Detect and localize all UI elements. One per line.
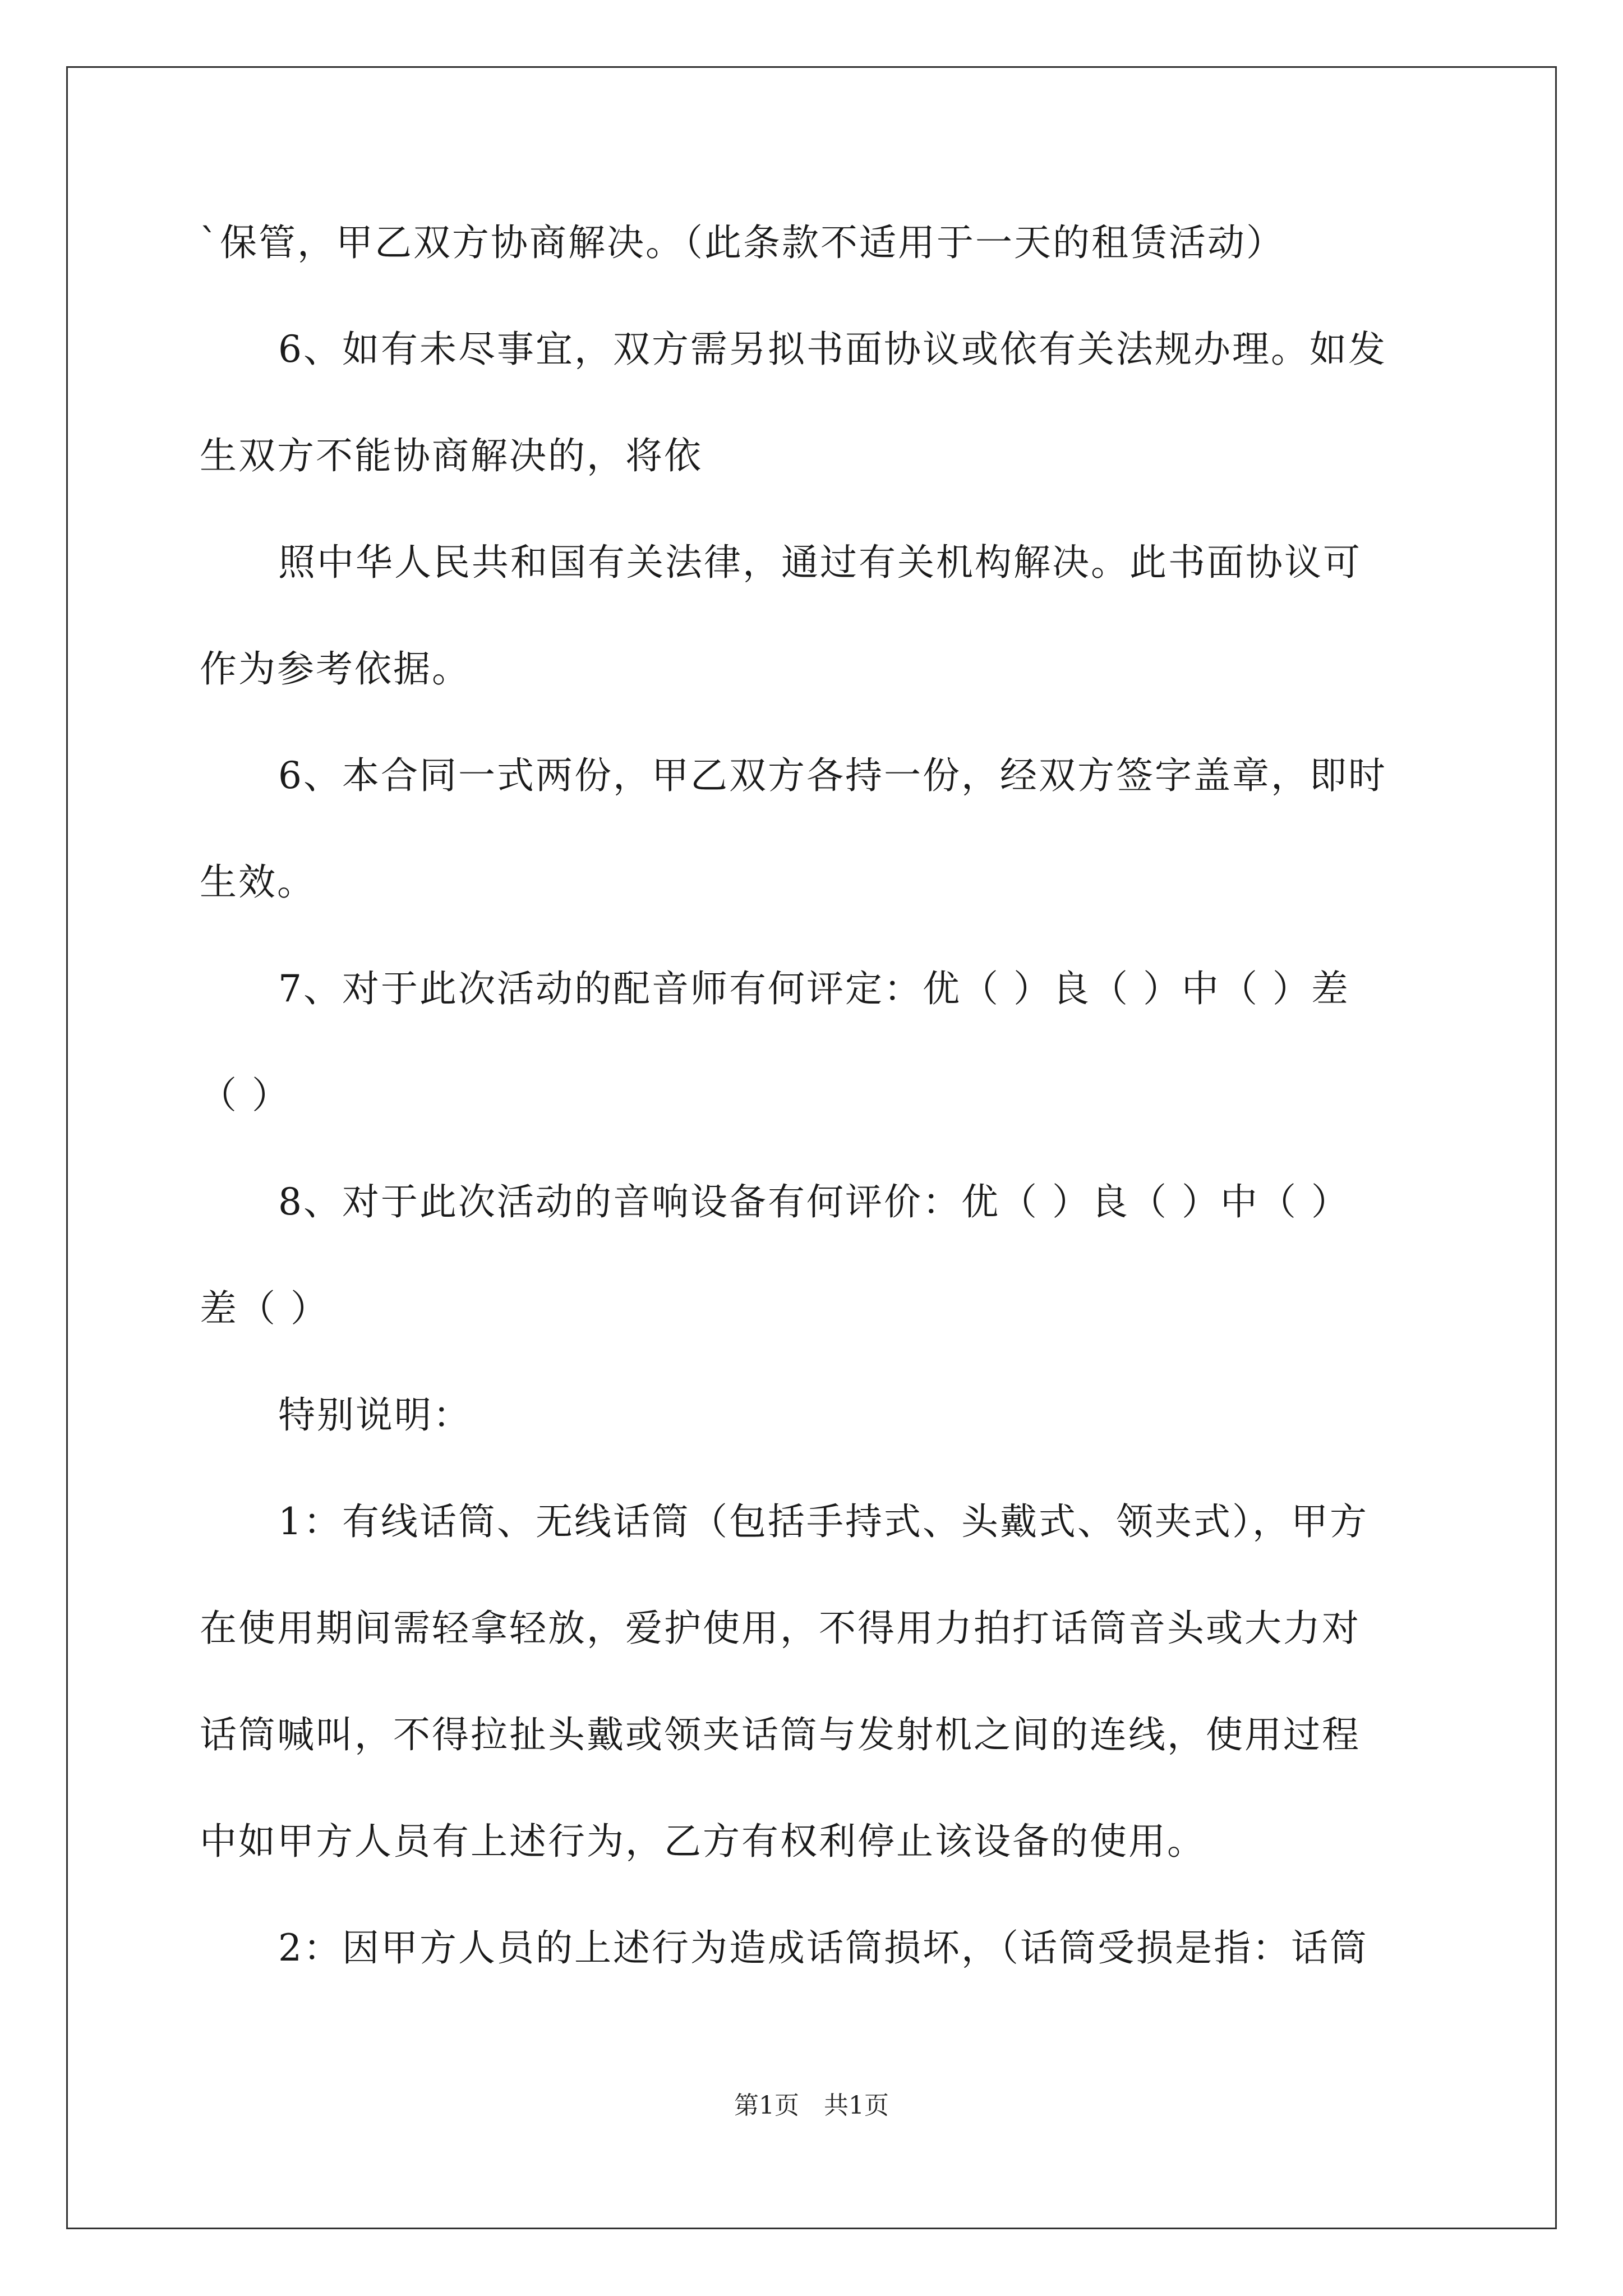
text-line: 作为参考依据。 (200, 647, 471, 691)
text-line: 生双方不能协商解决的，将依 (200, 434, 703, 477)
text-line: 中如甲方人员有上述行为，乙方有权利停止该设备的使用。 (200, 1820, 1206, 1863)
page-border (66, 66, 1557, 2229)
text-line: 生效。 (200, 861, 316, 904)
page-footer: 第1页 共1页 (734, 2091, 889, 2120)
text-line: 照中华人民共和国有关法律，通过有关机构解决。此书面协议可 (278, 541, 1362, 584)
text-line: 2：因甲方人员的上述行为造成话筒损坏，（话筒受损是指：话筒 (278, 1926, 1368, 1970)
text-line: 6、如有未尽事宜，双方需另拟书面协议或依有关法规办理。如发 (278, 328, 1387, 371)
text-line: 8、对于此次活动的音响设备有何评价：优（ ）良（ ）中（ ） (278, 1180, 1350, 1223)
text-line: 话筒喊叫，不得拉扯头戴或领夹话筒与发射机之间的连线，使用过程 (200, 1713, 1361, 1756)
text-line: 特别说明： (278, 1393, 472, 1437)
text-line: 1：有线话筒、无线话筒（包括手持式、头戴式、领夹式），甲方 (278, 1500, 1368, 1543)
text-line: 在使用期间需轻拿轻放，爱护使用，不得用力拍打话筒音头或大力对 (200, 1607, 1361, 1650)
text-line: 7、对于此次活动的配音师有何评定：优（ ）良（ ）中（ ）差 (278, 967, 1350, 1010)
text-line: （ ） (200, 1074, 291, 1117)
text-line: `保管，甲乙双方协商解决。（此条款不适用于一天的租赁活动） (200, 221, 1285, 264)
text-line: 6、本合同一式两份，甲乙双方各持一份，经双方签字盖章，即时 (278, 754, 1387, 797)
text-line: 差（ ） (200, 1287, 329, 1330)
